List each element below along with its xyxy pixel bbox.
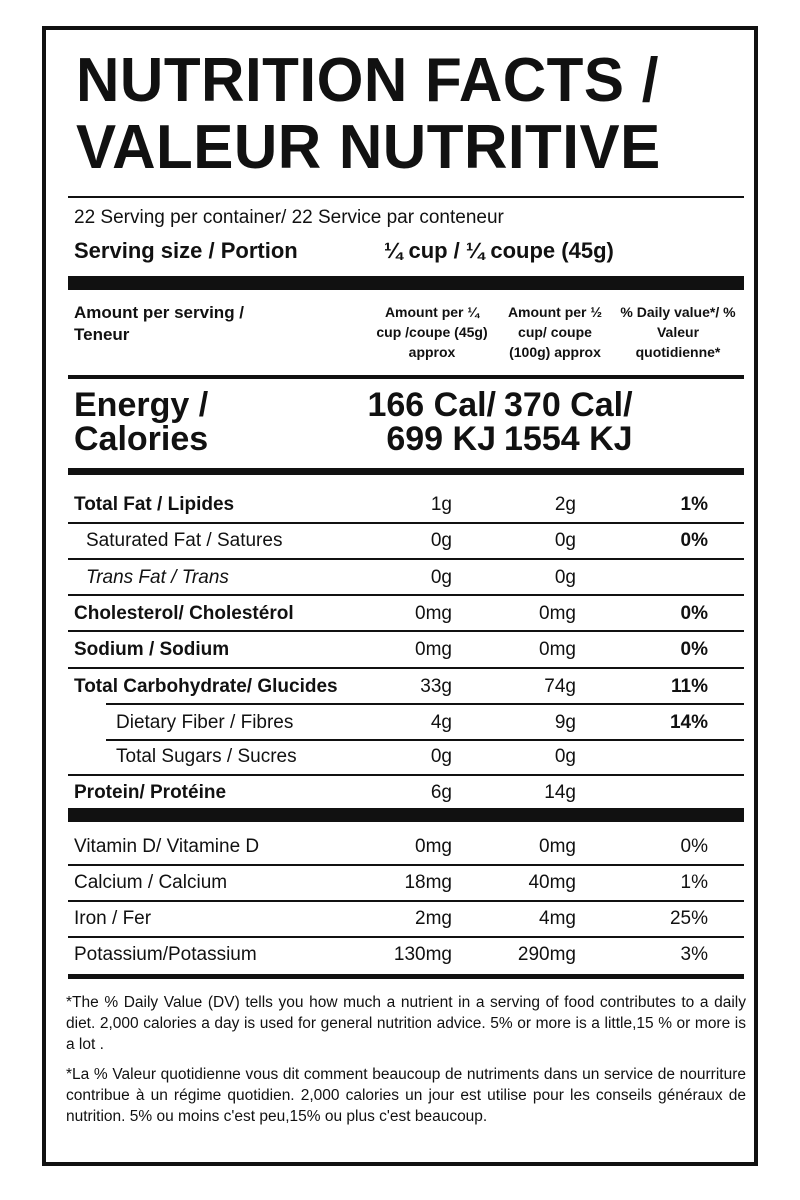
nutrient-value-col2: 0g <box>554 746 576 767</box>
nutrient-value-col2: 74g <box>544 676 576 697</box>
nutrient-value-col1: 6g <box>430 782 452 803</box>
nutrient-value-col1: 0g <box>430 567 452 588</box>
header-col-daily-value: % Daily value*/ % Valeur quotidienne* <box>620 304 736 360</box>
thick-divider <box>68 808 744 822</box>
serving-size-value: ¼ cup / ¼ coupe (45g) <box>384 238 614 263</box>
nutrient-value-col2: 0g <box>554 530 576 551</box>
nutrient-daily-value: 1% <box>680 494 708 515</box>
nutrient-label: Sodium / Sodium <box>74 639 230 660</box>
title-line-2: VALEUR NUTRITIVE <box>76 113 661 182</box>
nutrient-value-col1: 0g <box>430 530 452 551</box>
nutrient-value-col1: 33g <box>420 676 452 697</box>
nutrient-value-col2: 0mg <box>539 639 576 660</box>
vitamin-daily-value: 25% <box>669 908 708 929</box>
row-divider <box>68 864 744 866</box>
nutrient-label: Total Fat / Lipides <box>74 494 235 515</box>
row-divider <box>68 630 744 632</box>
vitamin-label: Iron / Fer <box>74 908 152 929</box>
vitamin-value-col1: 2mg <box>415 908 452 929</box>
nutrient-value-col1: 0mg <box>415 639 452 660</box>
serving-size-label: Serving size / Portion <box>74 238 298 263</box>
nutrient-daily-value: 0% <box>680 603 708 624</box>
nutrient-value-col2: 0mg <box>539 603 576 624</box>
nutrient-label: Total Sugars / Sucres <box>116 746 297 767</box>
divider <box>68 196 744 198</box>
header-col-half-cup: Amount per ½ cup/ coupe (100g) approx <box>507 304 603 360</box>
row-divider <box>106 739 744 741</box>
nutrient-value-col2: 9g <box>554 712 576 733</box>
thick-divider <box>68 276 744 290</box>
nutrient-daily-value: 14% <box>669 712 708 733</box>
row-divider <box>68 667 744 669</box>
nutrient-label: Cholesterol/ Cholestérol <box>74 603 294 624</box>
nutrient-daily-value: 0% <box>680 639 708 660</box>
energy-col2-cal: 370 Cal/ <box>504 386 633 424</box>
servings-per-container: 22 Serving per container/ 22 Service par conteneur <box>74 207 504 228</box>
nutrient-label: Protein/ Protéine <box>74 782 227 803</box>
vitamin-value-col2: 290mg <box>517 944 576 965</box>
footnote-french: *La % Valeur quotidienne vous dit comment beaucoup de nutriments dans un service de nourriture contribue à un régime quotidien. 2,000 calories un jour est utilise pour les conseils généraux de nutrition. 5% ou moins c'est peu,15% ou plus c'est beaucoup. <box>66 1066 746 1125</box>
thick-divider <box>68 974 744 979</box>
nutrient-value-col1: 0mg <box>415 603 452 624</box>
thick-divider <box>68 468 744 475</box>
title-line-1: NUTRITION FACTS / <box>76 46 659 115</box>
vitamin-value-col2: 40mg <box>528 872 576 893</box>
energy-col1-kj: 699 KJ <box>386 420 496 458</box>
nutrient-value-col2: 0g <box>554 567 576 588</box>
footnote-english: *The % Daily Value (DV) tells you how much a nutrient in a serving of food contributes to a daily diet. 2,000 calories a day is used for general nutrition advice. 5% or more is a little,15 % or more is a lot . <box>66 994 746 1053</box>
nutrient-label: Dietary Fiber / Fibres <box>116 712 294 733</box>
row-divider <box>106 703 744 705</box>
energy-label-1: Energy / <box>74 386 209 424</box>
vitamin-value-col1: 130mg <box>393 944 452 965</box>
row-divider <box>68 522 744 524</box>
row-divider <box>68 936 744 938</box>
row-divider <box>68 594 744 596</box>
vitamin-daily-value: 3% <box>680 944 708 965</box>
nutrient-value-col1: 4g <box>430 712 452 733</box>
nutrient-value-col2: 14g <box>544 782 576 803</box>
header-amount-per-serving: Amount per serving / Teneur <box>74 303 245 344</box>
header-col-quarter-cup: Amount per ¼ cup /coupe (45g) approx <box>376 304 488 360</box>
energy-col2-kj: 1554 KJ <box>504 420 633 458</box>
vitamin-label: Vitamin D/ Vitamine D <box>74 836 260 857</box>
nutrient-daily-value: 11% <box>671 676 708 697</box>
nutrient-value-col1: 0g <box>430 746 452 767</box>
row-divider <box>68 558 744 560</box>
vitamin-value-col1: 0mg <box>415 836 452 857</box>
nutrient-value-col2: 2g <box>554 494 576 515</box>
energy-col1-cal: 166 Cal/ <box>367 386 496 424</box>
vitamin-value-col1: 18mg <box>404 872 452 893</box>
vitamin-daily-value: 0% <box>680 836 708 857</box>
nutrition-facts-panel <box>42 26 758 1166</box>
vitamin-label: Calcium / Calcium <box>74 872 228 893</box>
nutrient-label: Saturated Fat / Satures <box>86 530 283 551</box>
divider <box>68 375 744 379</box>
nutrient-daily-value: 0% <box>680 530 708 551</box>
vitamin-daily-value: 1% <box>680 872 708 893</box>
nutrient-label: Total Carbohydrate/ Glucides <box>74 676 338 697</box>
nutrient-label: Trans Fat / Trans <box>86 567 229 588</box>
vitamin-label: Potassium/Potassium <box>74 944 257 965</box>
row-divider <box>68 900 744 902</box>
energy-label-2: Calories <box>74 420 209 458</box>
nutrient-value-col1: 1g <box>430 494 452 515</box>
vitamin-value-col2: 0mg <box>539 836 576 857</box>
row-divider <box>68 774 744 776</box>
vitamin-value-col2: 4mg <box>539 908 576 929</box>
